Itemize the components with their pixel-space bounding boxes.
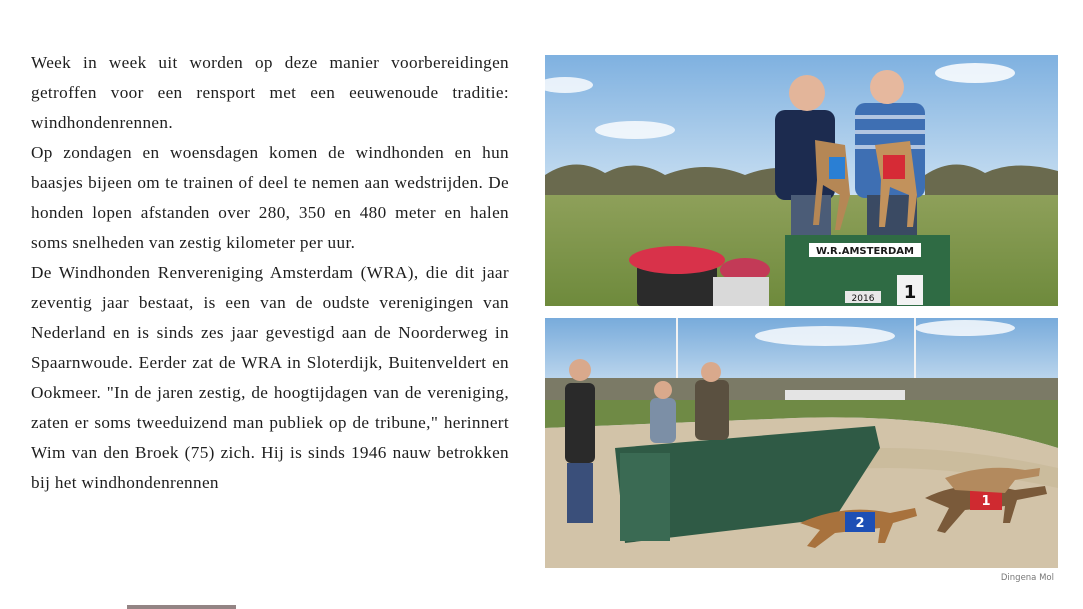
- article-paragraph: De Windhonden Renvereniging Amsterdam (WRA), die dit jaar zeventig jaar bestaat, is een van de oudste verenigingen van Nederland en is sinds zes jaar gevestigd aan de Noorderweg in Spaarnwoude. Eerder zat de WRA in Sloterdijk, Buitenveldert en Ookmeer. "In de jaren zestig, de hoogtijdagen van de vereniging, zaten er soms tweeduizend man publiek op de tribune," herinnert Wim van den Broek (75) zich. Hij is sinds 1946 nauw betrokken bij het windhondenrennen: [31, 263, 509, 492]
- place-number: 1: [903, 282, 917, 303]
- article-body: [31, 48, 509, 498]
- dog-number-1: 1: [981, 494, 991, 509]
- photo-podium: [545, 55, 1058, 306]
- scroll-indicator-bar: [127, 605, 236, 609]
- photo-race-start-image: [545, 318, 1058, 568]
- dog-number-2: 2: [855, 516, 865, 531]
- photo-podium-image: [545, 55, 1058, 306]
- article-paragraph: Week in week uit worden op deze manier voorbereidingen getroffen voor een rensport met een eeuwenoude traditie: windhondenrennen.: [31, 53, 509, 132]
- photo-credit: Dingena Mol: [1000, 573, 1054, 583]
- podium-text: W.R.AMSTERDAM: [816, 246, 914, 257]
- year-plate: 2016: [851, 294, 875, 304]
- photo-race-start: [545, 318, 1058, 568]
- article-paragraph: Op zondagen en woensdagen komen de windhonden en hun baasjes bijeen om te trainen of deel te nemen aan wedstrijden. De honden lopen afstanden over 280, 350 en 480 meter en halen soms snelheden van zestig kilometer per uur.: [31, 143, 509, 252]
